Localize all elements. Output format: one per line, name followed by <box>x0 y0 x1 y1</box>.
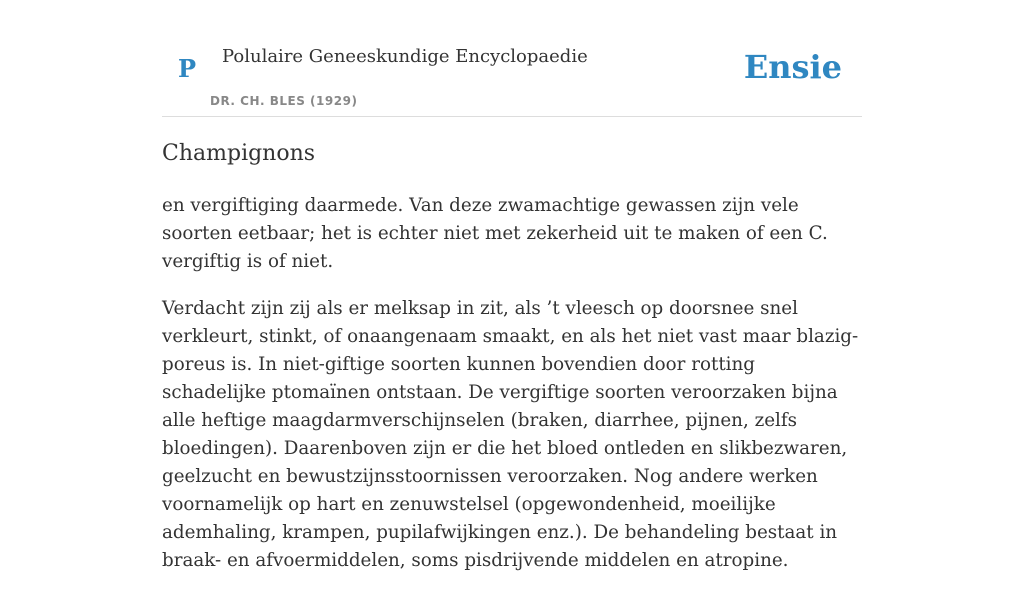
article-paragraph: en vergiftiging daarmede. Van deze zwamachtige gewassen zijn vele soorten eetbaar; het is echter niet met zekerheid uit te maken of een C. vergiftig is of niet. <box>162 195 828 272</box>
article-body <box>162 192 864 594</box>
article-paragraph: Verdacht zijn zij als er melksap in zit, als ’t vleesch op doorsnee snel verkleurt, stinkt, of onaangenaam smaakt, en als het niet vast maar blazig-poreus is. In niet-giftige soorten kunnen bovendien door rotting schadelijke ptomaïnen ontstaan. De vergiftige soorten veroorzaken bijna alle heftige maagdarmverschijnselen (braken, diarrhee, pijnen, zelfs bloedingen). Daarenboven zijn er die het bloed ontleden en slikbezwaren, geelzucht en bewustzijnsstoornissen veroorzaken. Nog andere werken voornamelijk op hart en zenuwstelsel (opgewondenheid, moeilijke ademhaling, krampen, pupilafwijkingen enz.). De behandeling bestaat in braak- en afvoermiddelen, soms pisdrijvende middelen en atropine. <box>162 298 859 571</box>
book-logo-letter: P <box>178 54 197 83</box>
ensie-brand-logo[interactable]: Ensie <box>743 48 842 86</box>
book-title[interactable]: Polulaire Geneeskundige Encyclopaedie <box>222 46 588 67</box>
book-author: DR. CH. BLES (1929) <box>210 94 358 108</box>
article-title: Champignons <box>162 141 316 166</box>
book-header <box>162 0 862 117</box>
